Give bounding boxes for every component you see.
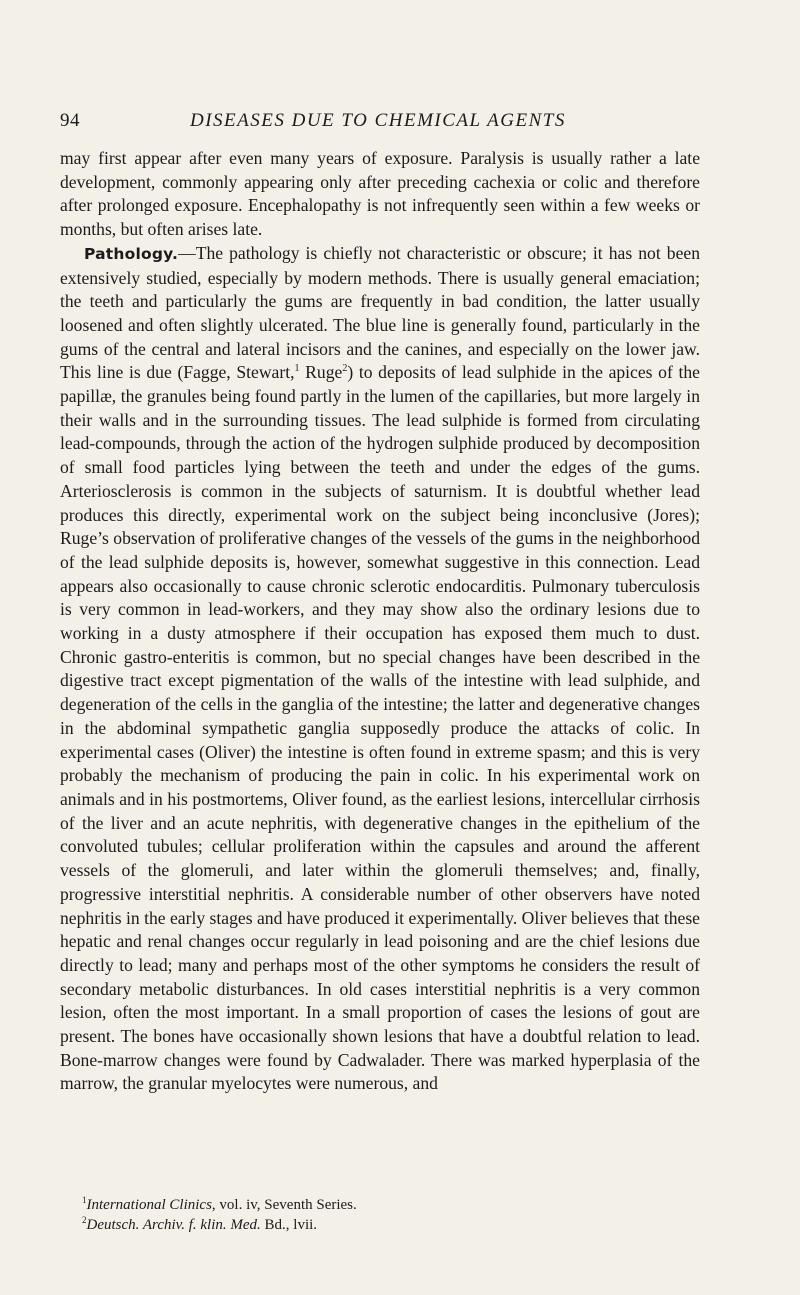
footnote-1 <box>82 1195 700 1215</box>
pathology-text-b: Ruge <box>299 362 343 383</box>
pathology-text-c: ) to deposits of lead sulphide in the apices of the papillæ, the granules being found partly in the lumen of the capillaries, but more largely in their walls and in the surrounding tissues. The lead sulphide is formed from circulating lead-compounds, through the action of the hydrogen sulphide produced by decomposition of small food particles lying between the teeth and under the edges of the gums. Arteriosclerosis is common in the subjects of saturnism. It is doubtful whether lead produces this directly, experimental work on the subject being inconclusive (Jores); Ruge’s observation of proliferative changes of the vessels of the gums in the neighborhood of the lead sulphide deposits is, however, somewhat suggestive in this connection. Lead appears also occasionally to cause chronic sclerotic endocarditis. Pulmonary tuberculosis is very common in lead-workers, and they may show also the ordinary lesions due to working in a dusty atmosphere if their occupation has exposed them much to dust. Chronic gastro-enteritis is common, but no special changes have been described in the digestive tract except pigmentation of the walls of the intestine with lead sulphide, and degeneration of the cells in the ganglia of the intestine; the latter and degenerative changes in the abdominal sympathetic ganglia supposedly produce the attacks of colic. In experimental cases (Oliver) the intestine is often found in extreme spasm; and this is very probably the mechanism of producing the pain in colic. In his experimental work on animals and in his postmortems, Oliver found, as the earliest lesions, intercellular cirrhosis of the liver and an acute nephritis, with degenerative changes in the epithelium of the convoluted tubules; cellular proliferation within the capsules and around the afferent vessels of the glomeruli, and later within the glomeruli themselves; and, finally, progressive interstitial nephritis. A considerable number of other observers have noted nephritis in the early stages and have produced it experimentally. Oliver believes that these hepatic and renal changes occur regularly in lead poisoning and are the chief lesions due directly to lead; many and perhaps most of the other symptoms he considers the result of secondary metabolic disturbances. In old cases interstitial nephritis is a very common lesion, often the most important. In a small proportion of cases the lesions of gout are present. The bones have occasionally shown lesions that have a doubtful relation to lead. Bone-marrow changes were found by Cadwalader. There was marked hyperplasia of the marrow, the granular myelocytes were numerous, and <box>60 362 700 1094</box>
footnote-ref-1: 1 <box>294 363 300 375</box>
page-number: 94 <box>60 110 80 131</box>
pathology-text-a: —The pathology is chiefly not characteristic or obscure; it has not been extensively studied, especially by modern methods. There is usually general emaciation; the teeth and particularly the gums are frequently in bad condition, the latter usually loosened and often slightly ulcerated. The blue line is generally found, particularly in the gums of the central and lateral incisors and the canines, and especially on the lower jaw. This line is due (Fagge, Stewart, <box>60 242 700 383</box>
footnote-2-source: Deutsch. Archiv. f. klin. Med. <box>86 1217 261 1233</box>
body-text <box>60 147 700 1096</box>
page-header <box>60 110 700 140</box>
footnote-2-detail: Bd., lvii. <box>260 1217 318 1233</box>
footnote-1-detail: , vol. iv, Seventh Series. <box>211 1197 357 1213</box>
paragraph-pathology <box>60 242 700 1096</box>
footnote-1-source: International Clinics <box>86 1197 212 1213</box>
running-head: DISEASES DUE TO CHEMICAL AGENTS <box>190 110 566 131</box>
section-heading-pathology: Pathology. <box>84 244 179 263</box>
footnote-2 <box>82 1215 700 1235</box>
footnote-ref-2: 2 <box>342 363 348 375</box>
footnote-1-mark: 1 <box>82 1195 87 1205</box>
footnote-2-mark: 2 <box>82 1215 87 1225</box>
paragraph-continuation: may first appear after even many years of exposure. Paralysis is usually rather a late development, commonly appearing only after preceding cachexia or colic and therefore after prolonged exposure. Encephalopathy is not infrequently seen within a few weeks or months, but often arises late. <box>60 148 700 240</box>
footnotes <box>82 1195 700 1235</box>
